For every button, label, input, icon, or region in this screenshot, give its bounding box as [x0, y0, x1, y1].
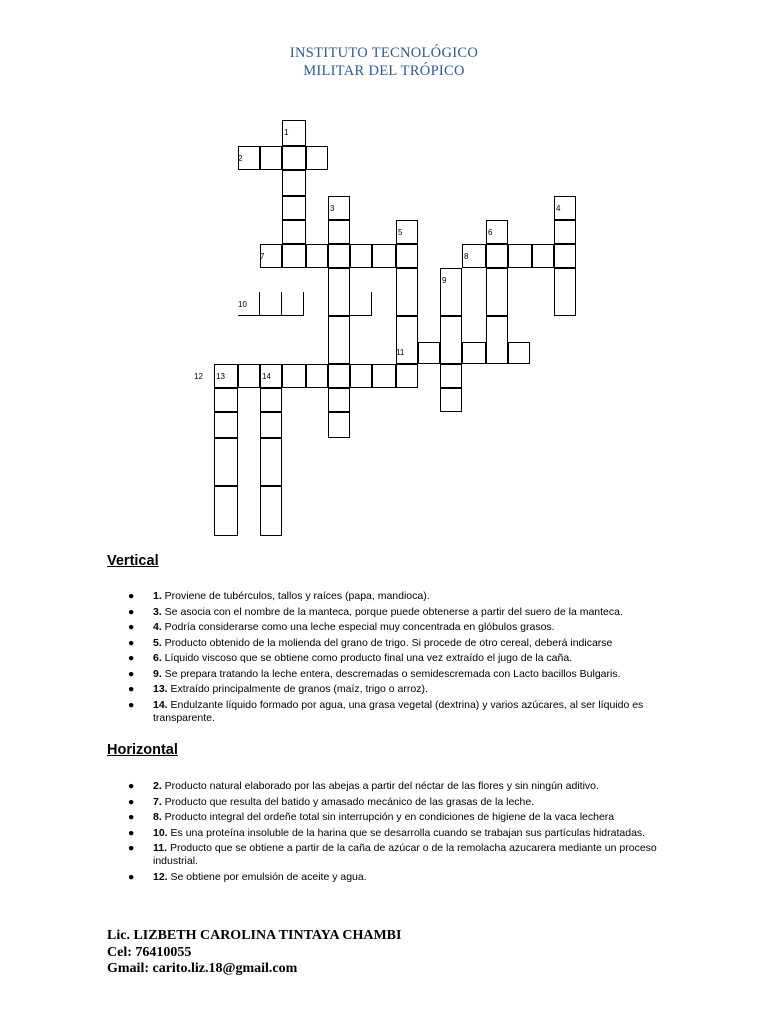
crossword-cell[interactable]	[554, 268, 576, 316]
crossword-cell[interactable]	[396, 244, 418, 268]
vertical-clue	[106, 668, 666, 681]
crossword-cell[interactable]	[396, 268, 418, 316]
crossword-cell[interactable]	[282, 146, 306, 170]
bullet-icon: ●	[128, 811, 135, 823]
vertical-clue	[106, 590, 666, 603]
author-footer	[107, 928, 401, 978]
crossword-cell[interactable]	[328, 316, 350, 364]
crossword-cell[interactable]	[260, 438, 282, 486]
crossword-cell[interactable]	[260, 412, 282, 438]
horizontal-clue	[106, 827, 666, 840]
vertical-clue	[106, 699, 666, 725]
crossword-cell[interactable]	[282, 364, 306, 388]
crossword-cell[interactable]	[328, 364, 350, 388]
crossword-cell[interactable]	[508, 342, 530, 364]
crossword-cell[interactable]	[350, 292, 372, 316]
clue-number: 14.	[153, 698, 168, 711]
bullet-icon: ●	[128, 621, 135, 633]
crossword-cell[interactable]	[328, 388, 350, 412]
crossword-cell[interactable]	[440, 316, 462, 364]
horizontal-clue	[106, 780, 666, 793]
crossword-number: 12	[194, 372, 203, 381]
crossword-cell[interactable]	[440, 364, 462, 388]
crossword-cell[interactable]	[260, 388, 282, 412]
crossword-cell[interactable]	[282, 292, 304, 316]
crossword-cell[interactable]	[486, 268, 508, 316]
clue-number: 5.	[153, 636, 162, 649]
crossword-number: 2	[238, 154, 243, 163]
vertical-clue	[106, 683, 666, 696]
crossword-cell[interactable]	[328, 244, 350, 268]
crossword-number: 11	[396, 348, 405, 357]
bullet-icon: ●	[128, 698, 135, 711]
crossword-cell[interactable]	[554, 244, 576, 268]
crossword-cell[interactable]	[306, 244, 328, 268]
bullet-icon: ●	[128, 780, 135, 792]
crossword-cell[interactable]	[328, 220, 350, 244]
clue-text: Producto obtenido de la molienda del grano de trigo. Si procede de otro cereal, deberá indicarse	[161, 636, 613, 649]
crossword-number: 10	[238, 300, 247, 309]
horizontal-clue	[106, 796, 666, 809]
clue-text: Se obtiene por emulsión de aceite y agua.	[167, 870, 367, 883]
clue-text: Podría considerarse como una leche especial muy concentrada en glóbulos grasos.	[161, 621, 555, 633]
crossword-number: 5	[398, 228, 403, 237]
clue-number: 10.	[153, 826, 168, 839]
horizontal-clue	[106, 871, 666, 884]
crossword-number: 1	[284, 128, 289, 137]
crossword-cell[interactable]	[486, 316, 508, 364]
vertical-clue	[106, 652, 666, 665]
crossword-cell[interactable]	[328, 412, 350, 438]
vertical-clue-list	[106, 590, 666, 727]
crossword-number: 3	[330, 204, 335, 213]
crossword-cell[interactable]	[214, 388, 238, 412]
clue-text: Producto que se obtiene a partir de la caña de azúcar o de la remolacha azucarera mediante un proceso industrial.	[153, 842, 657, 867]
clue-text: Endulzante líquido formado por agua, una grasa vegetal (dextrina) y varios azúcares, al ser líquido es transparente.	[153, 698, 644, 724]
vertical-clue	[106, 637, 666, 650]
clue-number: 4.	[153, 621, 162, 633]
clue-text: Producto integral del ordeñe total sin interrupción y en condiciones de higiene de la vaca lechera	[161, 811, 615, 823]
clue-text: Extraído principalmente de granos (maíz, trigo o arroz).	[167, 683, 428, 695]
crossword-number: 4	[556, 204, 561, 213]
clue-text: Se asocia con el nombre de la manteca, porque puede obtenerse a partir del suero de la manteca.	[161, 605, 623, 618]
crossword-cell[interactable]	[282, 244, 306, 268]
horizontal-clue	[106, 842, 666, 868]
horizontal-section-title: Horizontal	[107, 742, 178, 758]
crossword-cell[interactable]	[282, 196, 306, 220]
clue-text: Producto natural elaborado por las abejas a partir del néctar de las flores y sin ningún aditivo.	[161, 780, 599, 792]
bullet-icon: ●	[128, 636, 135, 649]
crossword-cell[interactable]	[282, 170, 306, 196]
crossword-cell[interactable]	[260, 292, 282, 316]
crossword-number: 6	[488, 228, 493, 237]
clue-number: 3.	[153, 605, 162, 618]
horizontal-clue	[106, 811, 666, 824]
vertical-clue	[106, 621, 666, 634]
bullet-icon: ●	[128, 870, 135, 883]
bullet-icon: ●	[128, 605, 135, 618]
crossword-cell[interactable]	[306, 146, 328, 170]
vertical-section-title: Vertical	[107, 553, 159, 569]
clue-number: 2.	[153, 780, 162, 792]
crossword-number: 8	[464, 252, 469, 261]
crossword-cell[interactable]	[214, 412, 238, 438]
crossword-cell[interactable]	[462, 342, 486, 364]
author-email: Gmail: carito.liz.18@gmail.com	[107, 961, 298, 976]
crossword-cell[interactable]	[372, 364, 396, 388]
crossword-cell[interactable]	[418, 342, 440, 364]
clue-number: 6.	[153, 652, 162, 664]
bullet-icon: ●	[128, 590, 135, 602]
crossword-cell[interactable]	[350, 244, 372, 268]
crossword-cell[interactable]	[396, 364, 418, 388]
crossword-cell[interactable]	[214, 438, 238, 486]
bullet-icon: ●	[128, 652, 135, 664]
crossword-cell[interactable]	[508, 244, 532, 268]
crossword-cell[interactable]	[350, 364, 372, 388]
clue-number: 12.	[153, 870, 168, 883]
clue-text: Producto que resulta del batido y amasado mecánico de las grasas de la leche.	[161, 795, 535, 808]
clue-text: Líquido viscoso que se obtiene como producto final una vez extraído el jugo de la caña.	[161, 652, 573, 664]
clue-number: 11.	[153, 842, 168, 854]
crossword-number: 9	[442, 276, 447, 285]
author-name: Lic. LIZBETH CAROLINA TINTAYA CHAMBI	[107, 928, 402, 943]
bullet-icon: ●	[128, 667, 135, 680]
crossword-cell[interactable]	[554, 220, 576, 244]
crossword-cell[interactable]	[328, 268, 350, 316]
clue-number: 13.	[153, 683, 168, 695]
clue-number: 9.	[153, 667, 162, 680]
crossword-cell[interactable]	[440, 388, 462, 412]
institute-title-line1: INSTITUTO TECNOLÓGICO	[289, 45, 479, 61]
clue-number: 7.	[153, 795, 162, 808]
crossword-cell[interactable]	[282, 220, 306, 244]
horizontal-clue-list	[106, 780, 666, 886]
crossword-cell[interactable]	[306, 364, 328, 388]
bullet-icon: ●	[128, 683, 135, 695]
crossword-cell[interactable]	[260, 146, 282, 170]
crossword-cell[interactable]	[486, 244, 508, 268]
bullet-icon: ●	[128, 795, 135, 808]
crossword-cell[interactable]	[214, 486, 238, 536]
clue-text: Es una proteína insoluble de la harina que se desarrolla cuando se trabajan sus partículas hidratadas.	[167, 826, 646, 839]
author-phone: Cel: 76410055	[107, 944, 192, 960]
crossword-cell[interactable]	[260, 486, 282, 536]
institute-title-line2: MILITAR DEL TRÓPICO	[303, 63, 465, 79]
bullet-icon: ●	[128, 826, 135, 839]
crossword-cell[interactable]	[238, 364, 260, 388]
clue-text: Se prepara tratando la leche entera, descremadas o semidescremada con Lacto bacillos Bulgaris.	[161, 667, 621, 680]
crossword-cell[interactable]	[372, 244, 396, 268]
vertical-clue	[106, 606, 666, 619]
bullet-icon: ●	[128, 842, 135, 854]
crossword-cell[interactable]	[532, 244, 554, 268]
clue-number: 8.	[153, 811, 162, 823]
crossword-number: 14	[262, 372, 271, 381]
clue-number: 1.	[153, 590, 162, 602]
crossword-number: 13	[216, 372, 225, 381]
crossword-number: 7	[260, 252, 265, 261]
clue-text: Proviene de tubérculos, tallos y raíces (papa, mandioca).	[161, 590, 430, 602]
